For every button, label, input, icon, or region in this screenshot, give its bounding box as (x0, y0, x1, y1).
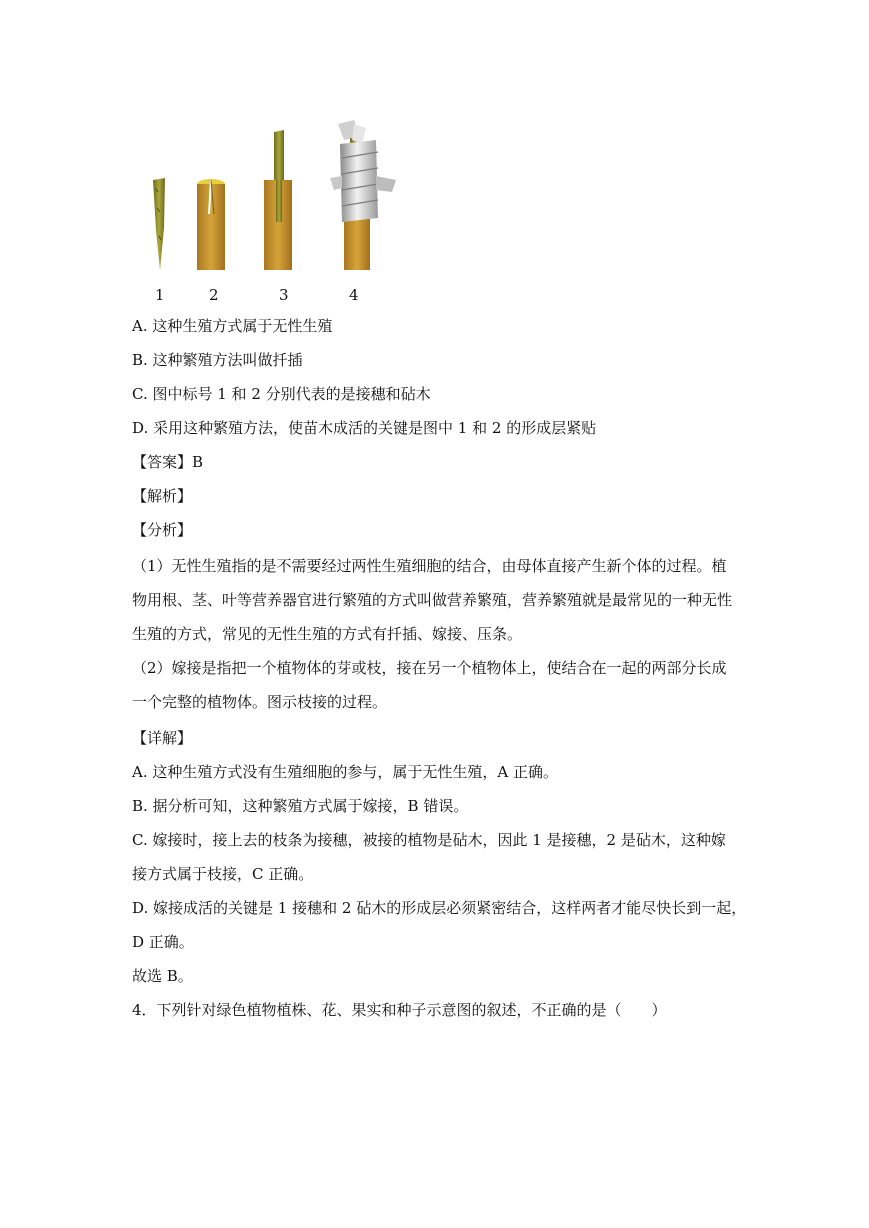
conclusion: 故选 B。 (132, 967, 193, 985)
figure-label-2: 2 (209, 286, 219, 304)
fenxi-heading: 【分析】 (132, 521, 193, 539)
scion-wedge (153, 178, 165, 270)
detail-b: B. 据分析可知，这种繁殖方式属于嫁接，B 错误。 (132, 797, 469, 815)
detail-c-line1: C. 嫁接时，接上去的枝条为接穗，被接的植物是砧木，因此 1 是接穗，2 是砧木，这种嫁 (132, 831, 726, 849)
detail-d-line2: D 正确。 (132, 933, 194, 951)
next-question: 4．下列针对绿色植物植株、花、果实和种子示意图的叙述，不正确的是（ ） (132, 1001, 667, 1019)
figure-label-4: 4 (349, 286, 359, 304)
detail-a: A. 这种生殖方式没有生殖细胞的参与，属于无性生殖，A 正确。 (132, 763, 558, 781)
analysis-p1-line1: （1）无性生殖指的是不需要经过两性生殖细胞的结合，由母体直接产生新个体的过程。植 (132, 557, 727, 575)
option-b: B. 这种繁殖方法叫做扦插 (132, 351, 303, 369)
stock-with-cleft (197, 179, 225, 270)
analysis-p2-line1: （2）嫁接是指把一个植物体的芽或枝，接在另一个植物体上，使结合在一起的两部分长成 (132, 659, 727, 677)
scion-inserted (264, 130, 292, 270)
figure-label-1: 1 (155, 286, 165, 304)
analysis-p1-line3: 生殖的方式，常见的无性生殖的方式有扦插、嫁接、压条。 (132, 625, 523, 643)
grafting-figure (140, 118, 410, 308)
answer-line: 【答案】B (132, 453, 204, 471)
option-d: D. 采用这种繁殖方法，使苗木成活的关键是图中 1 和 2 的形成层紧贴 (132, 419, 597, 437)
bound-graft (330, 120, 396, 270)
option-c: C. 图中标号 1 和 2 分别代表的是接穗和砧木 (132, 385, 431, 403)
detail-c-line2: 接方式属于枝接，C 正确。 (132, 865, 314, 883)
option-a: A. 这种生殖方式属于无性生殖 (132, 317, 333, 335)
analysis-p2-line2: 一个完整的植物体。图示枝接的过程。 (132, 693, 388, 711)
jiexi-heading: 【解析】 (132, 487, 193, 505)
detail-heading: 【详解】 (132, 729, 193, 747)
figure-label-3: 3 (279, 286, 289, 304)
analysis-p1-line2: 物用根、茎、叶等营养器官进行繁殖的方式叫做营养繁殖，营养繁殖就是最常见的一种无性 (132, 591, 733, 609)
detail-d-line1: D. 嫁接成活的关键是 1 接穗和 2 砧木的形成层必须紧密结合，这样两者才能尽快长到一起， (132, 899, 747, 917)
